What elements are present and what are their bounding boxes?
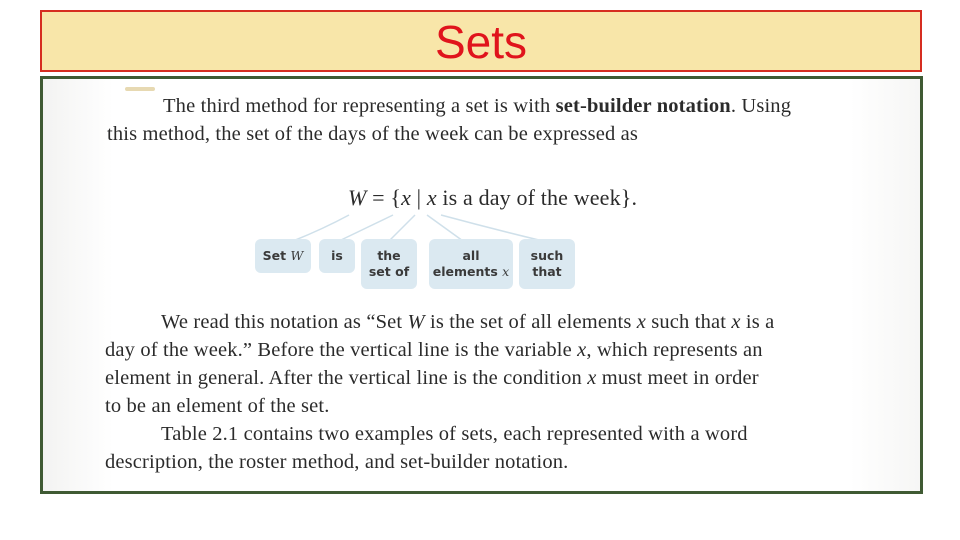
- word-label-the-set-of: [361, 239, 417, 289]
- para1-line2: this method, the set of the days of the week can be expressed as: [107, 123, 639, 145]
- textbook-excerpt-frame: [40, 76, 923, 494]
- word-label-elements-x: elements x: [432, 264, 510, 279]
- word-label-set-of: set of: [368, 264, 410, 279]
- word-label-the: the: [377, 248, 401, 264]
- formula-condition-variable: x: [426, 185, 437, 210]
- word-label-set-w: [255, 239, 311, 273]
- para1-line1-post: . Using: [730, 95, 792, 117]
- word-label-all-elements-x: [429, 239, 513, 289]
- word-label-is-text: is: [331, 248, 343, 264]
- slide-title-bar: [40, 10, 922, 72]
- para2-line4: to be an element of the set.: [105, 395, 330, 417]
- para2-line3: element in general. After the vertical line is the condition x must meet in order: [105, 367, 759, 389]
- set-builder-term: set-builder notation: [555, 95, 731, 117]
- formula-condition: is a day of the week}.: [436, 185, 638, 210]
- formula-bar: |: [410, 185, 427, 210]
- word-label-set-w-text: Set W: [262, 248, 304, 264]
- word-label-that: that: [532, 264, 562, 279]
- word-label-such: such: [530, 248, 564, 264]
- formula-equals: = {: [366, 185, 402, 210]
- word-label-all: all: [462, 248, 480, 264]
- para2-line1: We read this notation as “Set W is the set of all elements x such that x is a: [161, 311, 775, 333]
- para1-line1-pre: The third method for representing a set is with: [163, 95, 556, 117]
- para3-line1: Table 2.1 contains two examples of sets, each represented with a word: [161, 423, 748, 445]
- formula-variable: x: [401, 185, 411, 210]
- word-label-is: [319, 239, 355, 273]
- para3-line2: description, the roster method, and set-builder notation.: [105, 451, 569, 473]
- slide-title: Sets: [434, 16, 528, 68]
- word-label-such-that: [519, 239, 575, 289]
- para2-line2: day of the week.” Before the vertical line is the variable x, which represents an: [105, 339, 763, 361]
- formula-set-name: W: [348, 185, 367, 210]
